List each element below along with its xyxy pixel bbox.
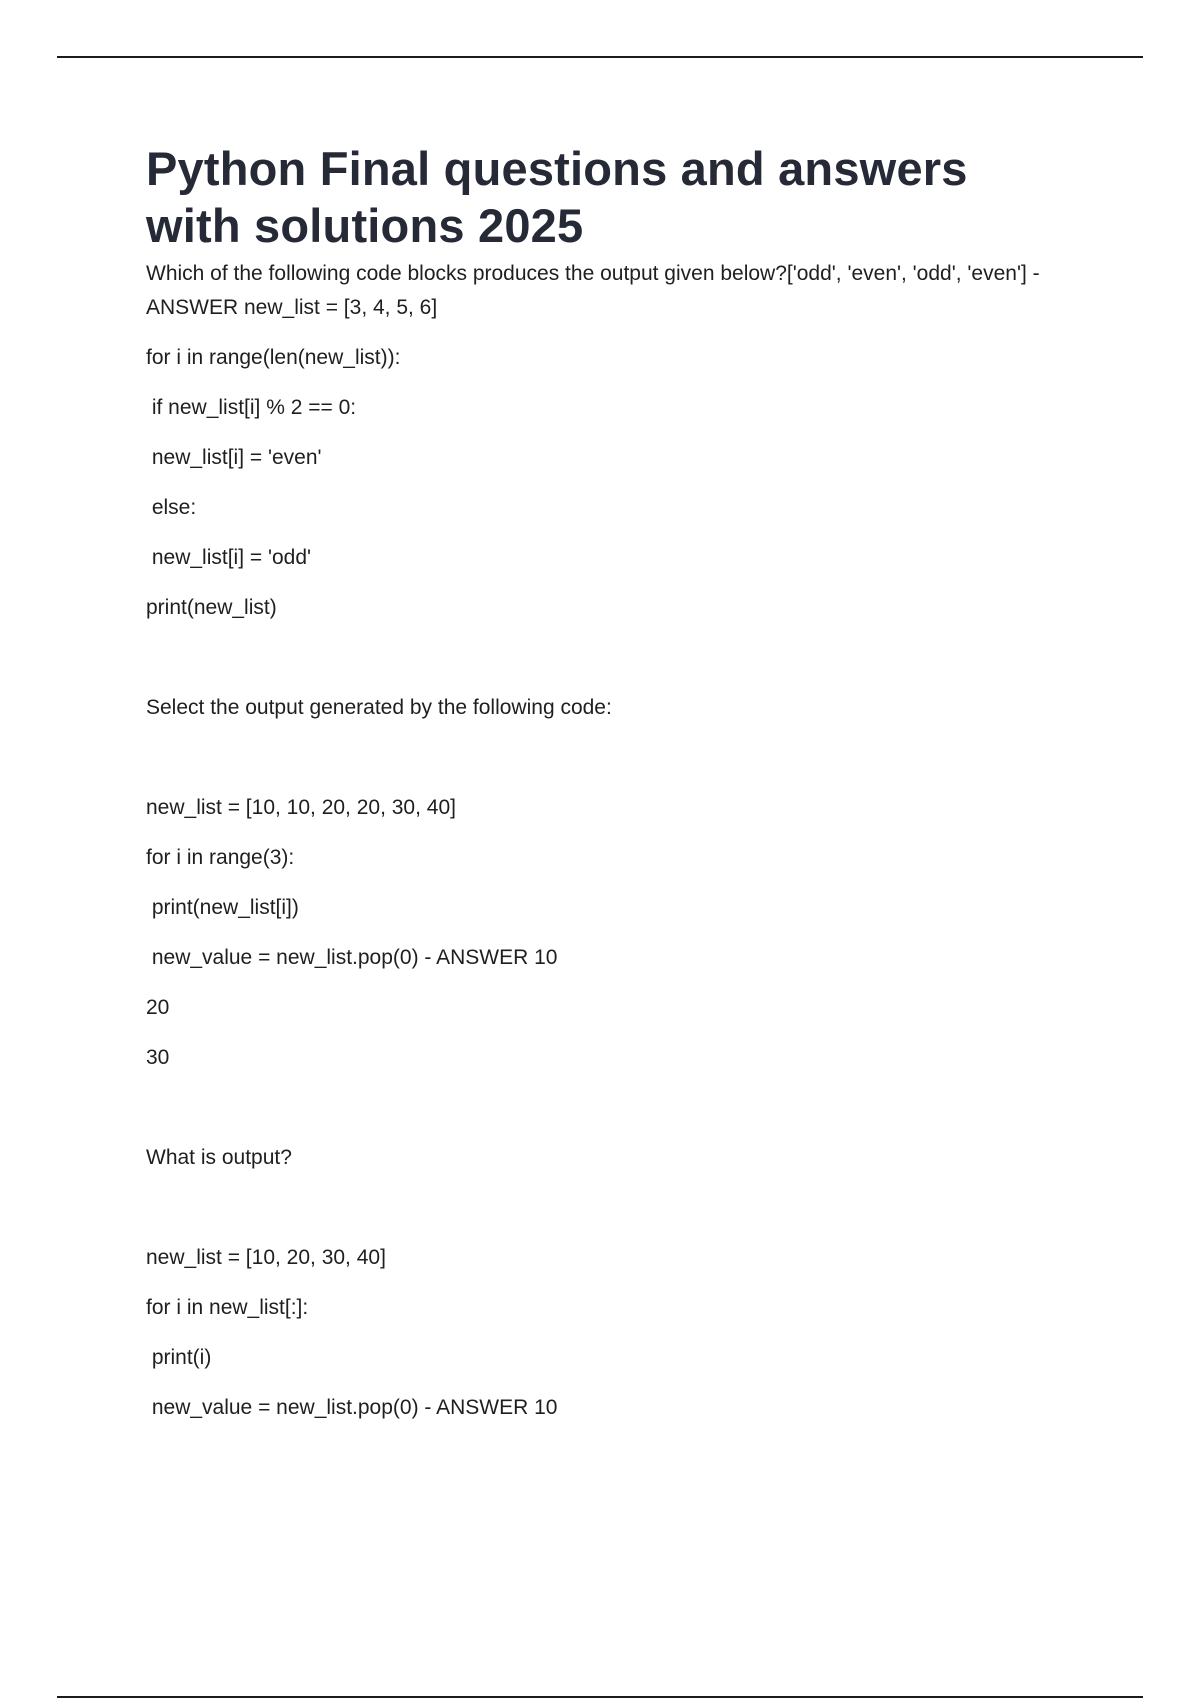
bottom-divider <box>57 1696 1143 1698</box>
question-3-text: What is output? <box>146 1146 292 1169</box>
question-3-code-line-1: new_list = [10, 20, 30, 40] <box>146 1246 386 1269</box>
top-divider <box>57 56 1143 58</box>
question-1-code-line-5: new_list[i] = 'odd' <box>146 546 312 569</box>
document-body <box>146 140 1066 1425</box>
question-2-text: Select the output generated by the following code: <box>146 696 612 719</box>
question-1-code-line-1: for i in range(len(new_list)): <box>146 346 401 369</box>
question-2-answer-line-2: 30 <box>146 1046 170 1069</box>
question-1-code-line-6: print(new_list) <box>146 596 277 619</box>
question-3-code-line-3: print(i) <box>146 1346 212 1369</box>
question-2-code-line-4: new_value = new_list.pop(0) - ANSWER 10 <box>146 946 558 969</box>
question-2-code-line-3: print(new_list[i]) <box>146 896 299 919</box>
question-1-code-line-3: new_list[i] = 'even' <box>146 446 322 469</box>
document-title: Python Final questions and answers with solutions 2025 <box>146 142 968 252</box>
question-1-code-line-4: else: <box>146 496 197 519</box>
question-3-code-line-2: for i in new_list[:]: <box>146 1296 309 1319</box>
question-1-text: Which of the following code blocks produces the output given below?['odd', 'even', 'odd', 'even'] - ANSWER new_list = [3, 4, 5, 6] <box>146 262 1040 319</box>
qa-content <box>146 257 1066 1425</box>
question-2-code-line-2: for i in range(3): <box>146 846 295 869</box>
question-2-code-line-1: new_list = [10, 10, 20, 20, 30, 40] <box>146 796 456 819</box>
question-1-code-line-2: if new_list[i] % 2 == 0: <box>146 396 357 419</box>
question-2-answer-line-1: 20 <box>146 996 170 1019</box>
question-3-code-line-4: new_value = new_list.pop(0) - ANSWER 10 <box>146 1396 558 1419</box>
